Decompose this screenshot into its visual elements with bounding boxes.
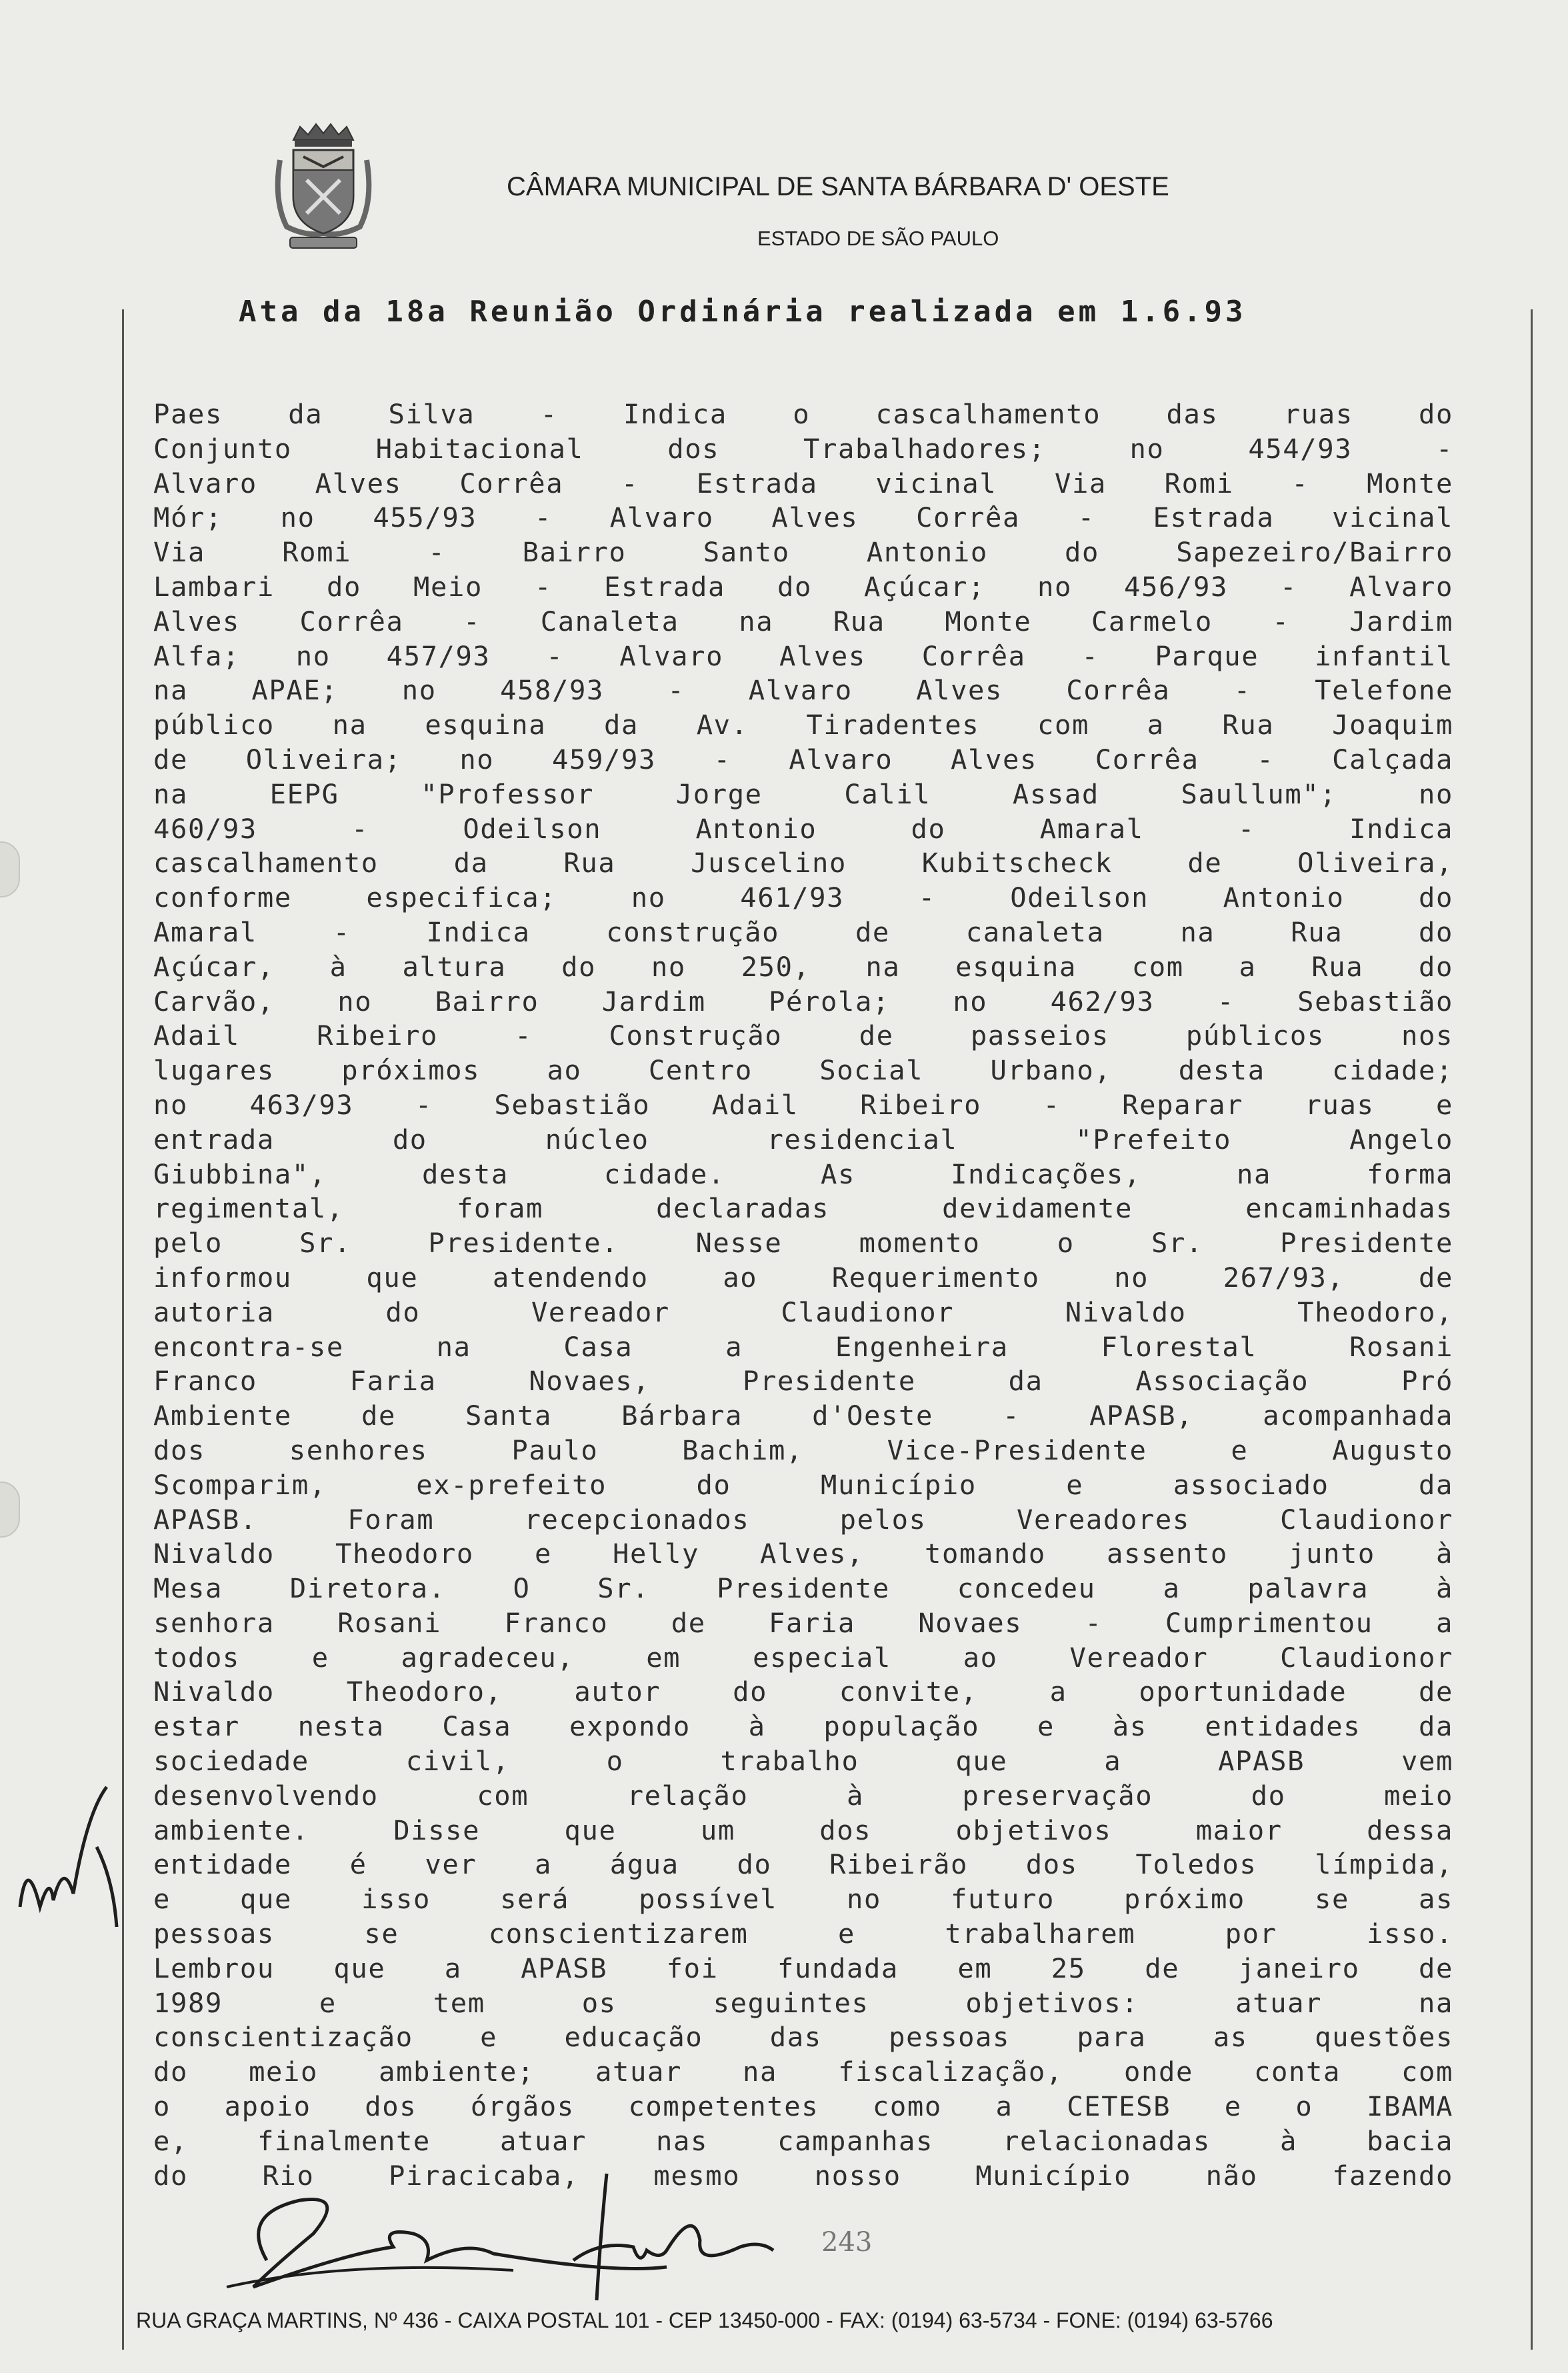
text-line: conscientização e educação das pessoas para as questões [153,2021,1453,2054]
text-line: Mesa Diretora. O Sr. Presidente concedeu a palavra à [153,1572,1453,1605]
text-line: Amaral - Indica construção de canaleta na Rua do [153,915,1453,948]
text-line: Açúcar, à altura do no 250, na esquina com a Rua do [153,950,1453,983]
organization-name: CÂMARA MUNICIPAL DE SANTA BÁRBARA D' OESTE [507,172,1169,201]
text-line: de Oliveira; no 459/93 - Alvaro Alves Corrêa - Calçada [153,743,1453,775]
text-line: entidade é ver a água do Ribeirão dos Toledos límpida, [153,1848,1453,1881]
text-line: Franco Faria Novaes, Presidente da Associação Pró [153,1365,1453,1398]
text-line: Via Romi - Bairro Santo Antonio do Sapezeiro/Bairro [153,536,1453,569]
text-line: regimental, foram declaradas devidamente encaminhadas [153,1192,1453,1225]
text-line: sociedade civil, o trabalho que a APASB vem [153,1745,1453,1778]
text-line: APASB. Foram recepcionados pelos Vereadores Claudionor [153,1503,1453,1536]
right-margin-rule [1531,309,1533,2350]
text-line: cascalhamento da Rua Juscelino Kubitscheck de Oliveira, [153,847,1453,879]
text-line: Lambari do Meio - Estrada do Açúcar; no 456/93 - Alvaro [153,570,1453,603]
text-line: na EEPG "Professor Jorge Calil Assad Saullum"; no [153,777,1453,810]
text-line: Nivaldo Theodoro e Helly Alves, tomando assento junto à [153,1538,1453,1570]
left-margin-rule [122,309,124,2350]
page-number: 243 [821,2227,873,2258]
text-line: Giubbina", desta cidade. As Indicações, na forma [153,1157,1453,1190]
text-line: Conjunto Habitacional dos Trabalhadores; no 454/93 - [153,432,1453,465]
margin-signature [13,1774,127,1934]
signature-right [560,2167,780,2314]
text-line: Alves Corrêa - Canaleta na Rua Monte Carmelo - Jardim [153,605,1453,637]
text-line: ambiente. Disse que um dos objetivos maior dessa [153,1814,1453,1846]
text-line: Ambiente de Santa Bárbara d'Oeste - APASB, acompanhada [153,1400,1453,1432]
text-line: 1989 e tem os seguintes objetivos: atuar na [153,1986,1453,2019]
municipal-crest-icon [267,120,380,253]
text-line: Adail Ribeiro - Construção de passeios públicos nos [153,1019,1453,1052]
text-line: 460/93 - Odeilson Antonio do Amaral - Indica [153,812,1453,845]
text-line: Paes da Silva - Indica o cascalhamento das ruas do [153,398,1453,430]
text-line: Scomparim, ex-prefeito do Município e associado da [153,1468,1453,1501]
text-line: Lembrou que a APASB foi fundada em 25 de janeiro de [153,1952,1453,1984]
text-line: entrada do núcleo residencial "Prefeito Angelo [153,1123,1453,1155]
text-line: estar nesta Casa expondo à população e às entidades da [153,1710,1453,1743]
minutes-title: Ata da 18a Reunião Ordinária realizada em 1.6.93 [239,295,1247,329]
text-line: e que isso será possível no futuro próximo se as [153,1883,1453,1916]
text-line: e, finalmente atuar nas campanhas relacionadas à bacia [153,2124,1453,2157]
footer-address: RUA GRAÇA MARTINS, Nº 436 - CAIXA POSTAL 101 - CEP 13450-000 - FAX: (0194) 63-5734 - FONE: (0194) 63-5766 [136,2308,1273,2332]
text-line: Nivaldo Theodoro, autor do convite, a oportunidade de [153,1676,1453,1708]
text-line: todos e agradeceu, em especial ao Vereador Claudionor [153,1641,1453,1674]
text-line: o apoio dos órgãos competentes como a CETESB e o IBAMA [153,2090,1453,2123]
text-line: Alfa; no 457/93 - Alvaro Alves Corrêa - Parque infantil [153,639,1453,672]
text-line: no 463/93 - Sebastião Adail Ribeiro - Reparar ruas e [153,1088,1453,1121]
text-line: encontra-se na Casa a Engenheira Florestal Rosani [153,1330,1453,1363]
text-line: senhora Rosani Franco de Faria Novaes - Cumprimentou a [153,1606,1453,1639]
text-line: do meio ambiente; atuar na fiscalização, onde conta com [153,2056,1453,2088]
text-line: autoria do Vereador Claudionor Nivaldo Theodoro, [153,1296,1453,1328]
text-line: Alvaro Alves Corrêa - Estrada vicinal Via Romi - Monte [153,467,1453,499]
punch-hole-top [0,841,20,897]
text-line: desenvolvendo com relação à preservação do meio [153,1779,1453,1812]
text-line: na APAE; no 458/93 - Alvaro Alves Corrêa - Telefone [153,674,1453,707]
text-line: Carvão, no Bairro Jardim Pérola; no 462/93 - Sebastião [153,985,1453,1017]
state-name: ESTADO DE SÃO PAULO [757,227,999,250]
text-line: do Rio Piracicaba, mesmo nosso Município não fazendo [153,2159,1453,2192]
text-line: lugares próximos ao Centro Social Urbano, desta cidade; [153,1054,1453,1087]
text-line: público na esquina da Av. Tiradentes com a Rua Joaquim [153,709,1453,741]
text-line: conforme especifica; no 461/93 - Odeilson Antonio do [153,881,1453,914]
punch-hole-bottom [0,1482,20,1538]
minutes-body [153,397,1453,2193]
text-line: Mór; no 455/93 - Alvaro Alves Corrêa - Estrada vicinal [153,501,1453,534]
text-line: pelo Sr. Presidente. Nesse momento o Sr. Presidente [153,1227,1453,1260]
text-line: informou que atendendo ao Requerimento no 267/93, de [153,1261,1453,1294]
text-line: pessoas se conscientizarem e trabalharem por isso. [153,1918,1453,1950]
text-line: dos senhores Paulo Bachim, Vice-Presidente e Augusto [153,1434,1453,1466]
